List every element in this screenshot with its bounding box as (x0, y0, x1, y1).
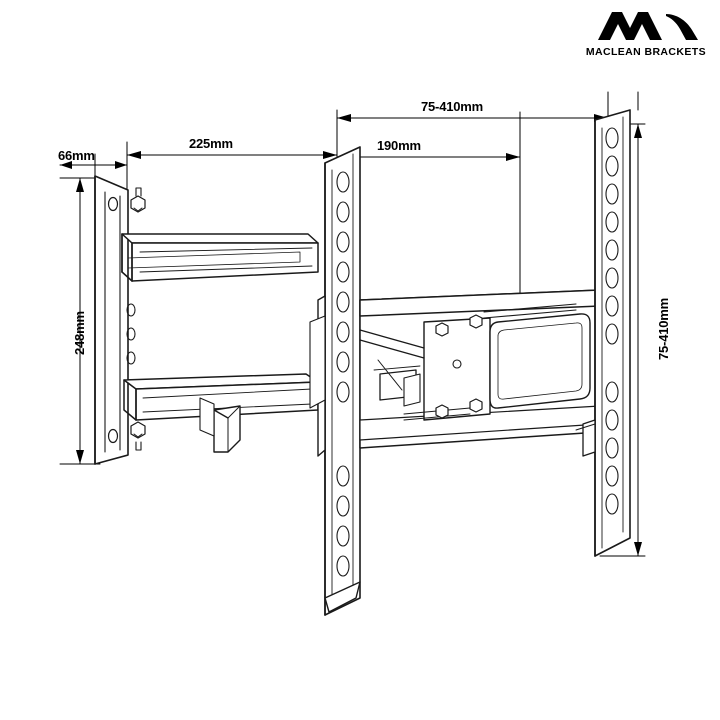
dimension-label-vesa-horizontal: 75-410mm (421, 99, 483, 114)
dimension-label-arm-extension: 225mm (189, 136, 233, 151)
brand-name: MACLEAN BRACKETS (585, 46, 706, 58)
dimension-label-depth-min: 66mm (58, 148, 95, 163)
dimension-label-vesa-vertical: 75-410mm (656, 298, 671, 360)
dimension-label-wall-plate-height: 248mm (72, 311, 87, 355)
dimension-label-plate-width: 190mm (377, 138, 421, 153)
